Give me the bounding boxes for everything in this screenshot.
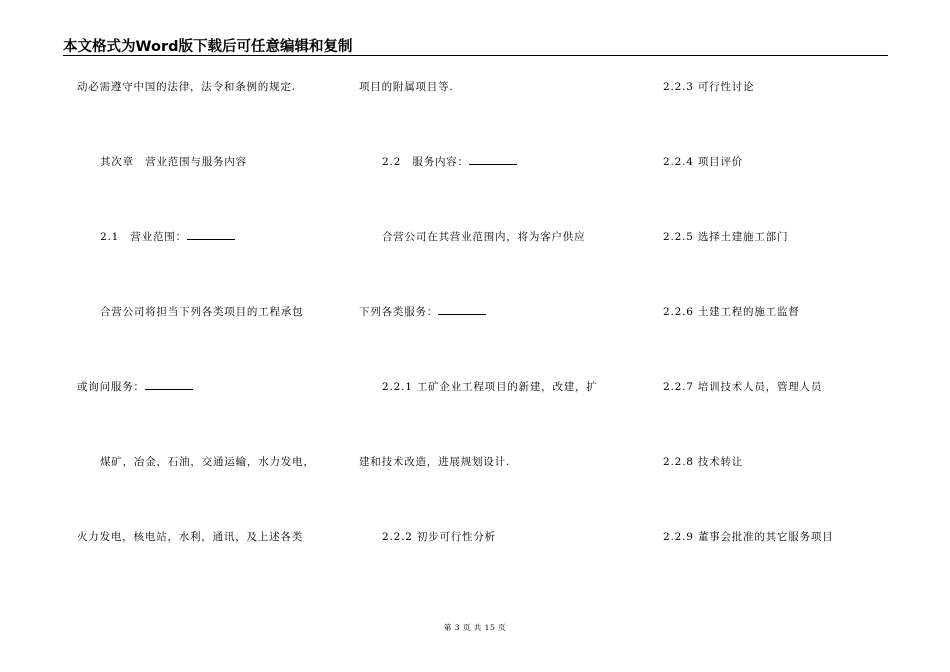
text-line-content: 2.2.9 董事会批准的其它服务项目	[663, 531, 834, 543]
text-line	[77, 79, 296, 94]
text-line-content: 其次章 营业范围与服务内容	[100, 156, 247, 168]
text-line-content: 动必需遵守中国的法律，法令和条例的规定.	[77, 81, 296, 93]
text-line	[359, 229, 585, 244]
text-line-content: 2.2.6 土建工程的施工监督	[663, 306, 800, 318]
fill-in-blank	[438, 304, 486, 315]
text-column-3	[663, 0, 893, 620]
text-line	[359, 529, 496, 544]
text-line	[77, 529, 303, 544]
text-line-content: 2.2.2 初步可行性分析	[382, 531, 496, 543]
text-line	[663, 79, 754, 94]
text-line-content: 项目的附属项目等.	[359, 81, 454, 93]
text-line-content: 2.1 营业范围：	[100, 231, 187, 243]
text-line-content: 合营公司将担当下列各类项目的工程承包	[100, 306, 304, 318]
header-title: 本文格式为Word版下载后可任意编辑和复制	[63, 39, 353, 55]
text-line-content: 2.2.8 技术转让	[663, 456, 744, 468]
text-line-content: 2.2.3 可行性讨论	[663, 81, 755, 93]
text-line	[359, 379, 598, 394]
text-line	[663, 154, 743, 169]
text-line-content: 煤矿，冶金，石油，交通运输，水力发电，	[100, 456, 315, 468]
text-line	[359, 304, 486, 319]
fill-in-blank	[145, 379, 193, 390]
text-line	[77, 304, 303, 319]
text-column-2	[359, 0, 614, 620]
text-line	[359, 79, 454, 94]
text-line-content: 2.2 服务内容：	[382, 156, 469, 168]
text-line	[663, 229, 788, 244]
text-line	[77, 154, 247, 169]
text-line-content: 下列各类服务：	[359, 306, 439, 318]
text-line	[77, 379, 193, 394]
text-line-content: 2.2.1 工矿企业工程项目的新建，改建，扩	[382, 381, 598, 393]
text-line	[359, 154, 517, 169]
text-line	[359, 454, 510, 469]
text-column-1	[77, 0, 332, 620]
text-line	[663, 379, 822, 394]
fill-in-blank	[187, 229, 235, 240]
text-line-content: 2.2.5 选择土建施工部门	[663, 231, 789, 243]
text-line	[663, 454, 743, 469]
page-footer: 第 3 页 共 15 页	[443, 623, 507, 632]
fill-in-blank	[469, 154, 517, 165]
text-line	[77, 454, 315, 469]
text-line-content: 合营公司在其营业范围内，将为客户供应	[382, 231, 586, 243]
text-line-content: 2.2.4 项目评价	[663, 156, 744, 168]
text-line-content: 建和技术改造，进展规划设计.	[359, 456, 511, 468]
text-line-content: 或询问服务：	[77, 381, 145, 393]
text-line	[663, 304, 800, 319]
text-line-content: 火力发电，核电站，水利，通讯，及上述各类	[77, 531, 303, 543]
text-line-content: 2.2.7 培训技术人员，管理人员	[663, 381, 823, 393]
text-line	[663, 529, 833, 544]
text-line	[77, 229, 235, 244]
